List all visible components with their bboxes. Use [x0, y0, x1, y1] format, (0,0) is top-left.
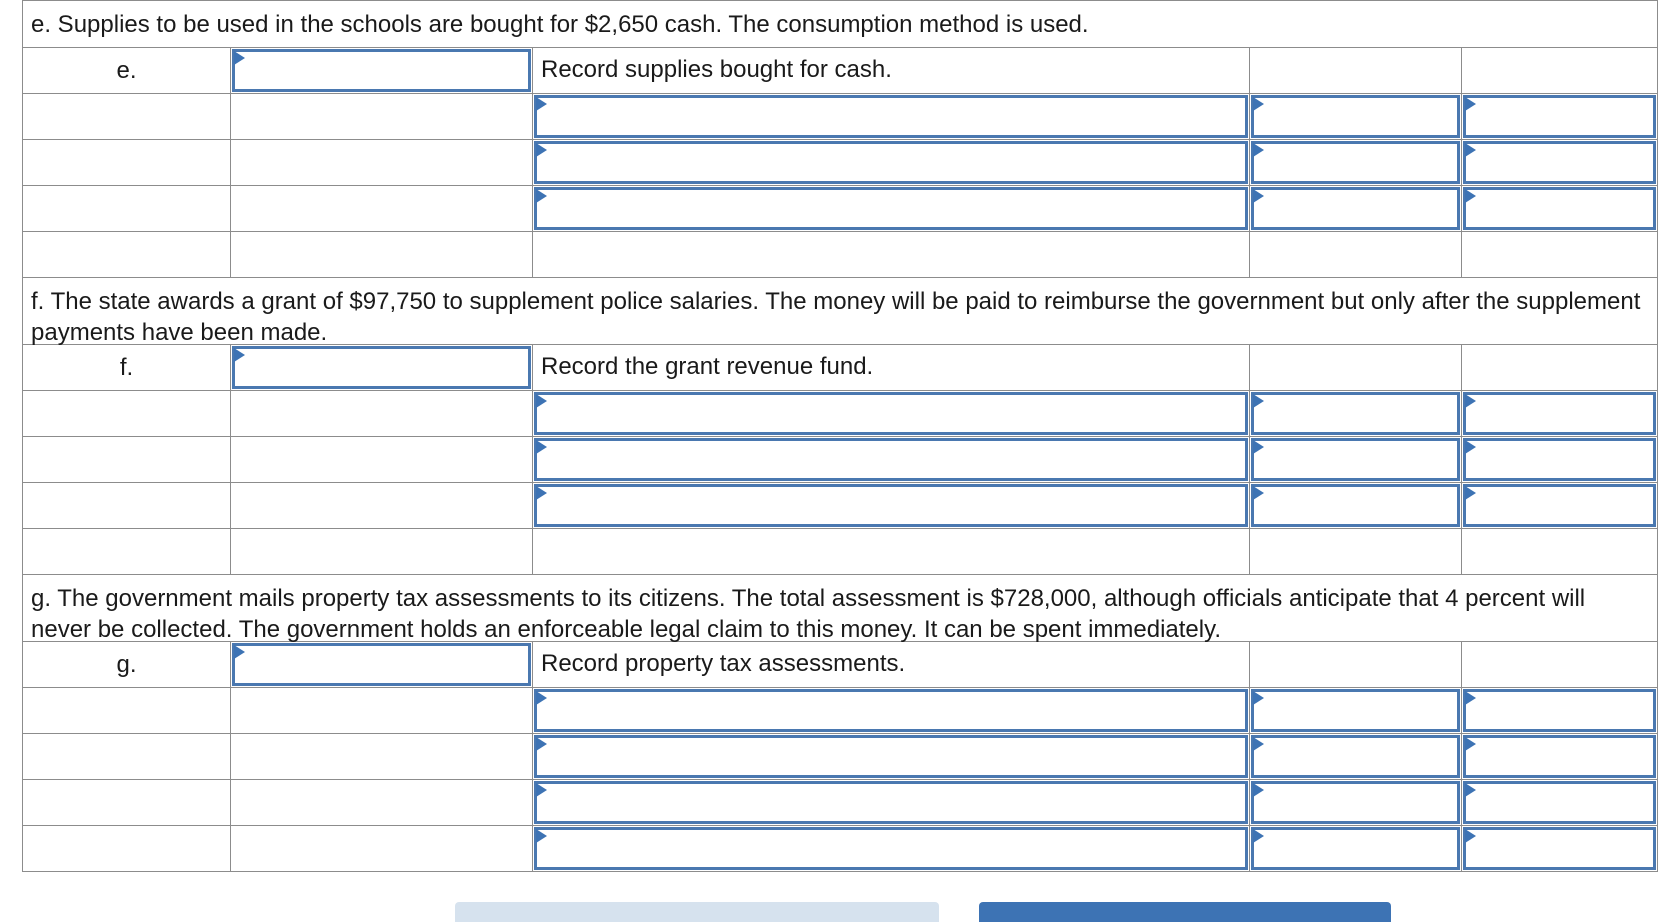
empty-row: [23, 528, 1657, 574]
credit-input[interactable]: [1463, 827, 1656, 870]
credit-input[interactable]: [1463, 392, 1656, 435]
credit-input[interactable]: [1463, 95, 1656, 138]
section-g-date-input[interactable]: [232, 643, 531, 686]
journal-row: [23, 139, 1657, 185]
debit-input[interactable]: [1251, 689, 1460, 732]
journal-row: [23, 733, 1657, 779]
journal-row: [23, 779, 1657, 825]
credit-input[interactable]: [1463, 141, 1656, 184]
debit-input[interactable]: [1251, 187, 1460, 230]
journal-row: [23, 390, 1657, 436]
section-f-header-row: [23, 344, 1657, 390]
primary-button[interactable]: [979, 902, 1391, 922]
section-g-letter: g.: [23, 642, 231, 687]
account-dropdown[interactable]: [534, 392, 1248, 435]
secondary-button[interactable]: [455, 902, 939, 922]
debit-input[interactable]: [1251, 484, 1460, 527]
journal-row: [23, 93, 1657, 139]
journal-row: [23, 185, 1657, 231]
section-f-entry-label: Record the grant revenue fund.: [533, 345, 1250, 390]
section-g-entry-label: Record property tax assessments.: [533, 642, 1250, 687]
debit-input[interactable]: [1251, 781, 1460, 824]
account-dropdown[interactable]: [534, 95, 1248, 138]
debit-input[interactable]: [1251, 438, 1460, 481]
debit-input[interactable]: [1251, 95, 1460, 138]
journal-row: [23, 825, 1657, 871]
account-dropdown[interactable]: [534, 187, 1248, 230]
account-dropdown[interactable]: [534, 781, 1248, 824]
credit-input[interactable]: [1463, 484, 1656, 527]
account-dropdown[interactable]: [534, 735, 1248, 778]
journal-row: [23, 687, 1657, 733]
section-f-letter: f.: [23, 345, 231, 390]
account-dropdown[interactable]: [534, 438, 1248, 481]
debit-input[interactable]: [1251, 141, 1460, 184]
section-e-entry-label: Record supplies bought for cash.: [533, 48, 1250, 93]
debit-input[interactable]: [1251, 392, 1460, 435]
journal-entry-sheet: [22, 0, 1658, 872]
section-e-header-row: [23, 47, 1657, 93]
credit-input[interactable]: [1463, 187, 1656, 230]
section-f-description: f. The state awards a grant of $97,750 to supplement police salaries. The money will be paid to reimburse the government but only after the supplement payments have been made.: [23, 277, 1657, 344]
account-dropdown[interactable]: [534, 141, 1248, 184]
debit-input[interactable]: [1251, 827, 1460, 870]
section-g-header-row: [23, 641, 1657, 687]
section-g-description: g. The government mails property tax assessments to its citizens. The total assessment is $728,000, although officials anticipate that 4 percent will never be collected. The government holds an enforceable legal claim to this money. It can be spent immediately.: [23, 574, 1657, 641]
section-e-date-cell: [231, 48, 533, 93]
section-e-date-input[interactable]: [232, 49, 531, 92]
section-e-letter: e.: [23, 48, 231, 93]
journal-row: [23, 482, 1657, 528]
empty-row: [23, 231, 1657, 277]
debit-input[interactable]: [1251, 735, 1460, 778]
credit-input[interactable]: [1463, 735, 1656, 778]
section-e-description: e. Supplies to be used in the schools are bought for $2,650 cash. The consumption method is used.: [23, 0, 1657, 47]
journal-row: [23, 436, 1657, 482]
section-f-date-input[interactable]: [232, 346, 531, 389]
credit-input[interactable]: [1463, 438, 1656, 481]
account-dropdown[interactable]: [534, 689, 1248, 732]
credit-input[interactable]: [1463, 781, 1656, 824]
account-dropdown[interactable]: [534, 827, 1248, 870]
credit-input[interactable]: [1463, 689, 1656, 732]
account-dropdown[interactable]: [534, 484, 1248, 527]
